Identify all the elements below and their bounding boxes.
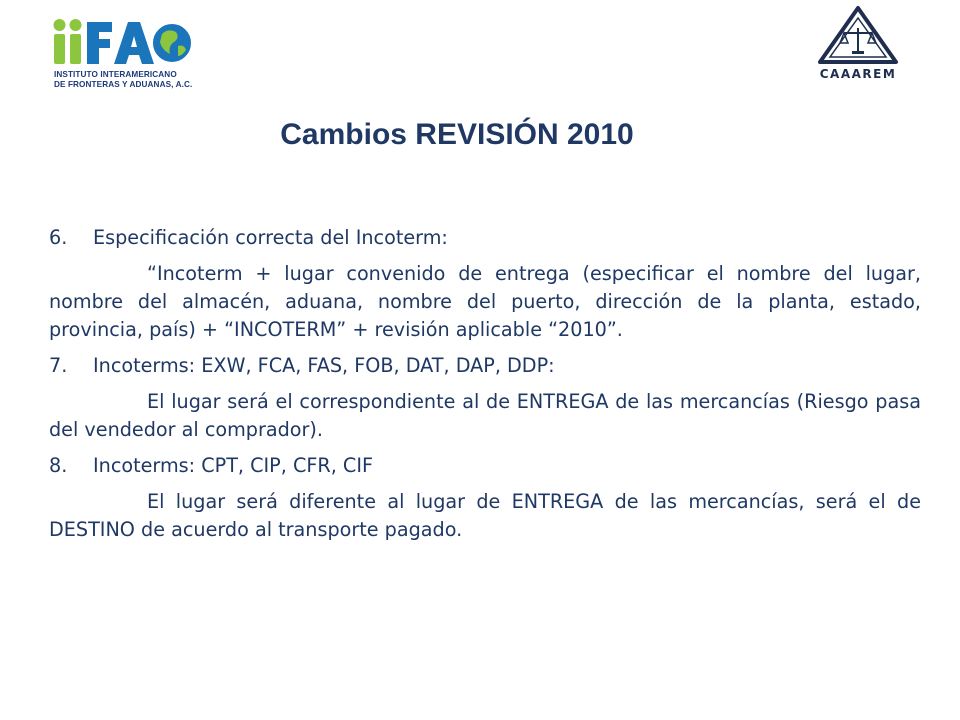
iifa-subtitle-line2: DE FRONTERAS Y ADUANAS, A.C. [54,80,193,89]
section-heading: Incoterms: CPT, CIP, CFR, CIF [93,454,374,477]
section-7-heading [49,352,921,380]
section-heading: Incoterms: EXW, FCA, FAS, FOB, DAT, DAP, DDP: [93,354,555,377]
section-6-body: “Incoterm + lugar convenido de entrega (especificar el nombre del lugar, nombre del almacén, aduana, nombre del puerto, dirección de la planta, estado, provincia, país) + “INCOTERM” + revisión aplicable “2010”. [49,262,921,341]
section-heading: Especificación correcta del Incoterm: [93,226,448,249]
caaarem-wordmark: CAAAREM [819,67,897,81]
section-7-body: El lugar será el correspondiente al de ENTREGA de las mercancías (Riesgo pasa del vendedor al comprador). [49,390,921,441]
scales-triangle-icon [808,4,908,68]
iifa-logo [50,12,240,100]
slide-content [49,224,921,552]
section-number: 7. [49,354,68,377]
slide-title: Cambios REVISIÓN 2010 [280,118,634,151]
caaarem-logo [808,4,908,88]
section-8-heading [49,452,921,480]
section-number: 6. [49,226,68,249]
section-6-heading [49,224,921,252]
section-8-body: El lugar será diferente al lugar de ENTREGA de las mercancías, será el de DESTINO de acuerdo al transporte pagado. [49,490,921,541]
iifa-wordmark-icon [50,16,240,68]
iifa-subtitle-line1: INSTITUTO INTERAMERICANO [54,70,177,79]
section-number: 8. [49,454,68,477]
